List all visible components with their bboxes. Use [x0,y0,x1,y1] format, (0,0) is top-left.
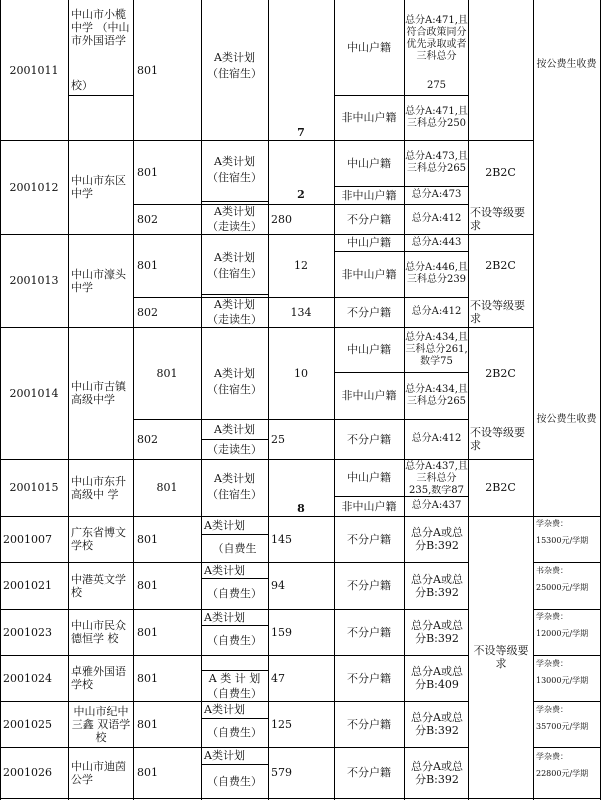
grid-line [68,95,133,96]
score-req: 总分A:443 [411,236,462,248]
school-name: 中山市民众德恒学 校 [71,619,126,645]
plan-kind: A类计划 [214,204,255,218]
school-code: 2001014 [9,386,59,400]
plan-kind: A类计划 [204,610,245,624]
score-req: 总分A或总分B:392 [411,572,463,599]
plan-kind: A类计划 [204,749,245,762]
score-req: 总分A:434,且三科总分261,数学75 [405,331,468,367]
hukou: 非中山户籍 [341,111,397,124]
school-code: 2001015 [9,481,59,494]
plan-code: 801 [137,671,158,685]
plan-kind: A 类 计 划 [208,671,261,685]
plan-sub: （住宿生） [207,382,262,396]
grid-line [533,701,601,702]
hukou: 不分户籍 [347,432,391,446]
school-code: 2001007 [3,532,52,546]
school-code: 2001013 [9,274,59,287]
score-req: 总分A:437,且三科总分 [405,461,468,484]
quota: 47 [271,671,285,685]
plan-sub: （住宿生） [207,170,262,184]
school-name: 中山市小榄中学 （中山市外国语学 [71,8,130,47]
plan-sub: （自费生） [207,587,262,600]
school-name: 中山市古镇高级中学 [71,380,126,406]
fee-label: 书杂费： [536,566,568,575]
quota: 134 [290,305,312,319]
plan-sub: （走读生） [207,219,262,233]
plan-code: 802 [137,305,158,319]
hukou: 不分户籍 [347,717,391,731]
fee-value: 13000元/学期 [536,676,589,685]
grade-req: 不设等级要求 [470,299,525,325]
hukou: 中山户籍 [347,343,391,356]
fee-value: 12000元/学期 [536,629,589,638]
hukou: 不分户籍 [347,532,391,546]
fee-label: 学杂费： [536,612,568,621]
grid-line [533,609,601,610]
school-name: 中港英文学校 [71,572,126,599]
school-name: 中山市濠头中学 [71,267,126,294]
hukou: 非中山户籍 [341,188,397,202]
plan-kind: A类计划 [214,50,255,64]
school-name-cont: 校） [71,78,93,92]
score-req: 总分A:437 [411,500,462,511]
plan-sub: （自费生） [207,633,262,647]
grade-req: 2B2C [485,481,516,494]
grade-req: 2B2C [485,259,516,272]
plan-kind: A类计划 [204,518,245,532]
hukou: 中山户籍 [347,471,391,484]
quota: 12 [294,259,308,272]
plan-code: 802 [137,432,158,446]
plan-sub: （走读生） [207,442,262,456]
plan-kind: A类计划 [214,422,255,436]
fee-label: 学杂费： [536,705,568,714]
plan-code: 801 [156,481,178,494]
hukou: 不分户籍 [347,579,391,592]
quota: 579 [271,766,292,779]
hukou: 中山户籍 [347,41,391,54]
score-req: 总分A:412 [411,306,462,317]
grade-req: 不设等级要求 [470,426,525,452]
fee-value: 35700元/学期 [536,722,589,731]
score-req: 总分A:473 [411,189,462,200]
score-req: 总分A:471,且三科总分250 [405,105,468,129]
plan-code: 801 [137,717,158,731]
plan-kind: A类计划 [214,154,255,168]
grid-line [201,201,268,202]
grid-line [0,798,601,799]
plan-kind: A类计划 [214,471,255,485]
hukou: 非中山户籍 [341,267,397,281]
plan-code: 801 [137,579,158,592]
score-req: 总分A:471,且符合政策同分优先录取或者三科总分 [405,15,468,62]
hukou: 不分户籍 [347,212,391,226]
quota: 125 [271,717,292,731]
hukou: 不分户籍 [347,625,391,639]
fee-value: 22800元/学期 [536,769,589,778]
quota: 94 [271,579,285,592]
grid-line [533,562,601,563]
grid-line [201,294,268,295]
plan-kind: A类计划 [214,250,255,264]
plan-sub: （自费生） [207,774,262,788]
plan-code: 801 [137,625,158,639]
school-name: 广东省博文学校 [71,526,126,552]
hukou: 不分户籍 [347,305,391,319]
score-req: 总分A:473,且三科总分265 [405,151,468,174]
grid-line [68,0,69,800]
hukou: 非中山户籍 [341,389,397,402]
score-req: 总分A或总分B:392 [411,526,463,552]
plan-kind: A类计划 [204,563,245,577]
quota: 7 [297,125,305,139]
school-name: 卓雅外国语学校 [71,665,126,691]
grid-line [533,747,601,748]
grade-req: 不设等级要求 [470,206,525,232]
plan-code: 801 [137,63,158,77]
score-req: 总分A或总分B:409 [411,665,463,691]
plan-code: 801 [137,259,158,272]
score-req: 总分A:412 [411,433,462,444]
grade-req: 不设等级要求 [473,644,529,670]
hukou: 非中山户籍 [341,499,397,513]
plan-kind: A类计划 [204,703,245,716]
school-name: 中山市纪中三鑫 双语学校 [71,704,131,744]
plan-sub: （住宿生） [207,487,262,501]
hukou: 中山户籍 [347,236,391,249]
fee-label: 学杂费： [536,519,568,528]
score-req: 总分A或总分B:392 [411,711,463,737]
plan-kind: A类计划 [214,297,255,311]
plan-code: 801 [137,532,158,546]
plan-code: 801 [156,366,178,380]
fee-value: 15300元/学期 [536,536,589,545]
grid-line [533,0,534,800]
plan-sub: （自费生 [212,541,257,555]
grade-req: 2B2C [485,165,516,179]
plan-sub: （走读生） [207,312,262,326]
fee-note: 按公费生收费 [536,414,597,425]
fee-value: 25000元/学期 [536,583,589,592]
quota: 8 [297,502,305,515]
quota: 25 [271,432,285,446]
school-code: 2001026 [3,766,52,779]
hukou: 不分户籍 [347,766,391,779]
fee-note: 按公费生收费 [536,59,597,70]
school-code: 2001011 [9,63,59,77]
school-name: 中山市迪茵公学 [71,759,126,786]
grade-req: 2B2C [485,366,516,380]
school-code: 2001021 [3,579,52,592]
plan-sub: （自费生） [207,726,262,739]
score-req-cont: 275 [426,80,447,91]
hukou: 不分户籍 [347,671,391,685]
quota: 159 [271,625,292,639]
quota: 145 [271,532,292,546]
grid-line [600,0,601,800]
school-code: 2001025 [3,717,52,731]
fee-label: 学杂费： [536,659,568,668]
school-name: 中山市东区中学 [71,174,126,200]
quota: 10 [294,366,308,380]
plan-sub: （住宿生） [207,266,262,280]
score-req-cont: 235,数学87 [409,485,464,496]
plan-code: 801 [137,766,158,779]
hukou: 中山户籍 [347,156,391,170]
plan-code: 801 [137,165,158,179]
score-req: 总分A:446,且三科总分239 [405,262,468,285]
school-code: 2001012 [9,180,59,194]
score-req: 总分A:412 [411,213,462,224]
fee-label: 学杂费： [536,752,568,761]
quota: 280 [271,212,292,226]
school-name: 中山市东升高级中 学 [71,474,126,501]
school-code: 2001024 [3,671,52,685]
score-req: 总分A或总分B:392 [411,759,463,786]
plan-code: 802 [137,212,158,226]
plan-sub: （住宿生） [207,66,262,80]
plan-kind: A类计划 [214,366,255,380]
score-req: 总分A:434,且三科总分265 [405,383,468,407]
school-code: 2001023 [3,625,52,639]
quota: 2 [297,187,305,201]
grid-line [533,655,601,656]
plan-sub: （自费生） [207,687,262,700]
score-req: 总分A或总分B:392 [411,619,463,645]
